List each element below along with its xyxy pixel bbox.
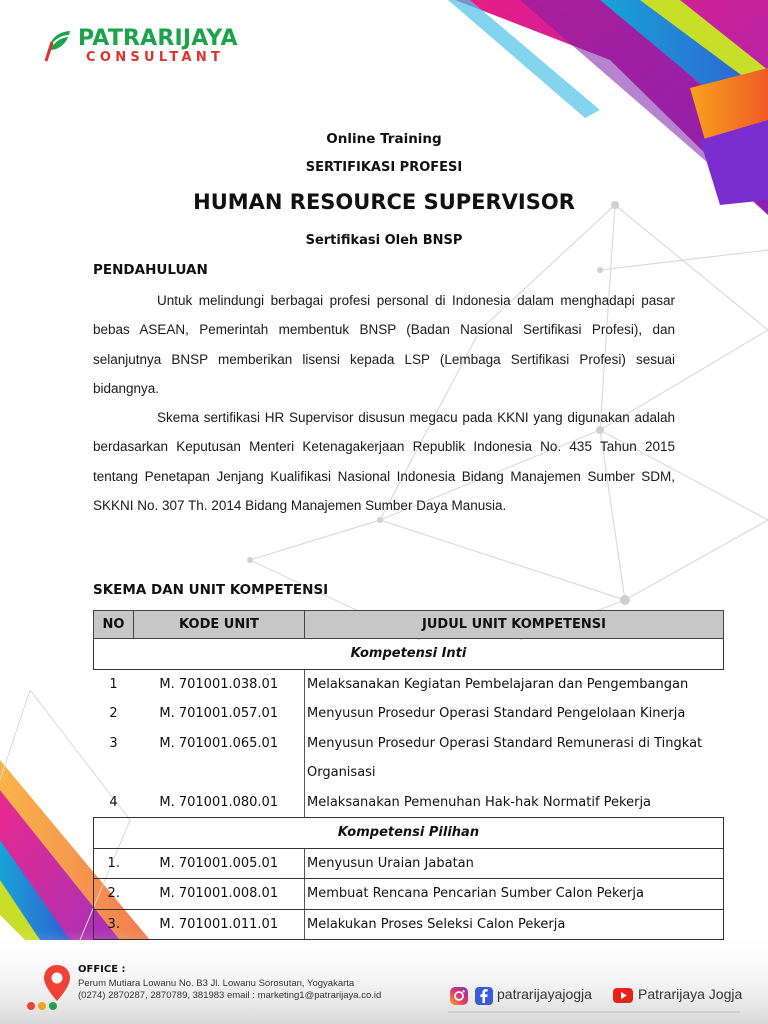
- row-kode: M. 701001.005.01: [134, 848, 305, 879]
- table-row: [94, 909, 724, 940]
- row-kode: M. 701001.065.01: [159, 735, 279, 751]
- column-header-no: NO: [94, 611, 134, 639]
- column-header-kode: KODE UNIT: [134, 611, 305, 639]
- group-label-inti: Kompetensi Inti: [94, 639, 724, 670]
- table-row: [94, 699, 724, 729]
- intro-paragraph-1-text: Untuk melindungi berbagai profesi personal di Indonesia dalam menghadapi pasar bebas ASEAN, Pemerintah membentuk BNSP (Badan Nasional Sertifikasi Profesi), dan selanjutnya BNSP memberikan lisensi kepada LSP (Lembaga Sertifikasi Profesi) sesuai bidangnya.: [93, 293, 675, 396]
- row-no-empty: [94, 758, 134, 788]
- row-judul: Membuat Rencana Pencarian Sumber Calon Pekerja: [305, 879, 724, 910]
- row-judul: Melaksanakan Kegiatan Pembelajaran dan Pengembangan: [305, 669, 724, 699]
- table-row: [94, 788, 724, 818]
- row-no: 3: [109, 735, 118, 751]
- table-header-row: [94, 611, 724, 639]
- intro-heading: PENDAHULUAN: [93, 262, 208, 278]
- page-title: HUMAN RESOURCE SUPERVISOR: [193, 190, 575, 214]
- table-row: [94, 669, 724, 699]
- row-kode: M. 701001.011.01: [134, 909, 305, 940]
- office-contact: (0274) 2870287, 2870789, 381983 email : marketing1@patrarijaya.co.id: [78, 990, 382, 1001]
- instagram-icon[interactable]: [449, 986, 469, 1006]
- row-judul: Menyusun Prosedur Operasi Standard Remunerasi di Tingkat: [305, 729, 724, 759]
- office-address: Perum Mutiara Lowanu No. B3 Jl. Lowanu Sorosutan, Yogyakarta: [78, 978, 355, 989]
- row-judul: Melakukan Proses Seleksi Calon Pekerja: [305, 909, 724, 940]
- brand-subtitle: CONSULTANT: [86, 50, 225, 65]
- skema-heading: SKEMA DAN UNIT KOMPETENSI: [93, 582, 329, 598]
- facebook-icon[interactable]: [474, 986, 494, 1006]
- row-judul: Menyusun Uraian Jabatan: [305, 848, 724, 879]
- intro-paragraph-2: [93, 403, 675, 520]
- facebook-handle[interactable]: patrarijayajogja: [497, 986, 592, 1002]
- table-row-continuation: [94, 758, 724, 788]
- youtube-icon[interactable]: [612, 987, 634, 1004]
- table-row: [94, 879, 724, 910]
- decorative-dots-icon: [26, 1001, 66, 1011]
- row-no: 2.: [94, 879, 134, 910]
- group-label-pilihan: Kompetensi Pilihan: [94, 818, 724, 849]
- table-row: [94, 729, 724, 759]
- company-logo: [44, 26, 254, 70]
- table-row: [94, 848, 724, 879]
- row-judul-continuation: Organisasi: [305, 758, 724, 788]
- brand-name: PATRARIJAYA: [78, 26, 238, 51]
- column-header-judul: JUDUL UNIT KOMPETENSI: [305, 611, 724, 639]
- row-no: 1.: [94, 848, 134, 879]
- patrarijaya-leaf-icon: [44, 28, 74, 62]
- location-pin-icon: [42, 964, 72, 1002]
- row-judul: Menyusun Prosedur Operasi Standard Pengelolaan Kinerja: [305, 699, 724, 729]
- row-judul: Melaksanakan Pemenuhan Hak-hak Normatif Pekerja: [305, 788, 724, 818]
- row-kode: M. 701001.080.01: [159, 794, 279, 810]
- certification-label: SERTIFIKASI PROFESI: [305, 160, 463, 175]
- row-no: 3.: [94, 909, 134, 940]
- youtube-channel[interactable]: Patrarijaya Jogja: [638, 986, 743, 1002]
- competency-table: [93, 610, 723, 940]
- group-row-inti: [94, 639, 724, 670]
- row-kode: M. 701001.057.01: [159, 706, 279, 722]
- office-label: OFFICE :: [78, 964, 126, 975]
- row-kode-empty: [134, 758, 305, 788]
- competency-table-grid: [93, 610, 724, 940]
- training-type: Online Training: [326, 131, 442, 147]
- intro-paragraph-2-text: Skema sertifikasi HR Supervisor disusun megacu pada KKNI yang digunakan adalah berdasarkan Keputusan Menteri Ketenagakerjaan Republik Indonesia No. 435 Tahun 2015 tentang Penetapan Jenjang Kualifikasi Nasional Indonesia Bidang Manajemen Sumber SDM, SKKNI No. 307 Th. 2014 Bidang Manajemen Sumber Daya Manusia.: [93, 410, 675, 513]
- row-kode: M. 701001.038.01: [159, 676, 279, 692]
- row-no: 1: [109, 676, 118, 692]
- row-kode: M. 701001.008.01: [134, 879, 305, 910]
- intro-paragraph-1: [93, 286, 675, 403]
- certified-by: Sertifikasi Oleh BNSP: [305, 233, 463, 248]
- row-no: 2: [109, 706, 118, 722]
- group-row-pilihan: [94, 818, 724, 849]
- row-no: 4: [109, 794, 118, 810]
